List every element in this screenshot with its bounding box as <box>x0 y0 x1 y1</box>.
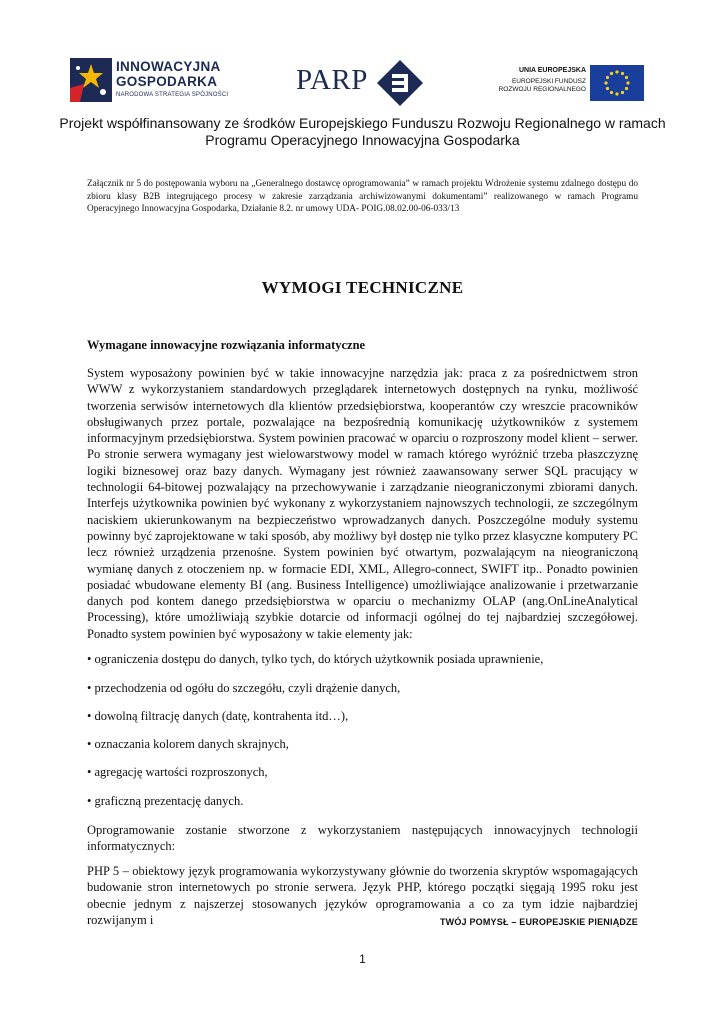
project-title-line2: Programu Operacyjnego Innowacyjna Gospodarka <box>205 132 520 148</box>
page-title: WYMOGI TECHNICZNE <box>261 278 464 297</box>
eu-logo-line2: EUROPEJSKI FUNDUSZ <box>511 78 586 85</box>
paragraph-system-requirements: System wyposażony powinien być w takie innowacyjne narzędzia jak: praca z za pośrednictwem stron WWW z wykorzystaniem standardowych przeglądarek internetowych dostępnych na rynku, możliwość tworzenia serwisów internetowych dla klientów przedsiębiorstwa, kooperantów czy wreszcie pracowników obsługiwanych przez portale, pozwalające na bezpośrednią komunikację użytkowników z systemem informacyjnym przedsiębiorstwa. System powinien pracować w oparciu o rozproszony model klient – serwer. Po stronie serwera wymagany jest wielowarstwowy model w ramach którego wyróżnić trzeba płaszczyznę logiki biznesowej oraz bazy danych. Wymagany jest również zaawansowany serwer SQL pracujący w technologii 64-bitowej pozwalający na przechowywanie i zarządzanie nieograniczonymi zbiorami danych. Interfejs użytkownika powinien być wykonany z wykorzystaniem najnowszych technologii, ze szczególnym naciskiem ukierunkowanym na bezpieczeństwo wprowadzanych danych. Poszczególne moduły systemu powinny być zaprojektowane w taki sposób, aby możliwy był dostęp nie tylko przez klasyczne komputery PC lecz również urządzenia przenośne. System powinien być otwartym, pozwalającym na nieograniczoną wymianę danych z otoczeniem np. w formacie EDI, XML, Allegro-connect, SWIFT itp.. Ponadto powinien posiadać wbudowane elementy BI (ang. Business Intelligence) umożliwiające analizowanie i przetwarzanie danych pod kontem danego przedsiębiorstwa w oparciu o mechanizmy OLAP (ang.OnLineAnalytical Processing), które umożliwiają szybkie dotarcie od informacji ogólnej do tej najbardziej szczegółowej. Ponadto system powinien być wyposażony w takie elementy jak: <box>87 366 638 641</box>
bullet-item: • dowolną filtrację danych (datę, kontrahenta itd…), <box>87 709 349 723</box>
innowacyjna-gospodarka-logo <box>70 56 240 106</box>
eu-flag-icon <box>590 65 644 101</box>
bullet-item: • graficzną prezentację danych. <box>87 794 244 808</box>
eu-logo-line1: UNIA EUROPEJSKA <box>518 67 586 74</box>
innowacyjna-gospodarka-emblem-icon <box>70 58 112 102</box>
parp-emblem-icon <box>377 60 423 106</box>
parp-logo-text: PARP <box>296 64 368 96</box>
footer-slogan: TWÓJ POMYSŁ – EUROPEJSKIE PIENIĄDZE <box>439 917 638 927</box>
eu-logo <box>482 56 646 108</box>
ig-logo-line3: NARODOWA STRATEGIA SPÓJNOŚCI <box>116 92 229 98</box>
parp-logo <box>296 60 428 106</box>
section-heading: Wymagane innowacyjne rozwiązania informatyczne <box>87 338 366 352</box>
annex-note: Załącznik nr 5 do postępowania wyboru na „Generalnego dostawcę oprogramowania” w ramach projektu Wdrożenie systemu zdalnego dostępu do zbioru klasy B2B integrującego procesy w zakresie zarządzania archiwizowanymi dokumentami” realizowanego w ramach Programu Operacyjnego Innowacyjna Gospodarka, Działanie 8.2. nr umowy UDA- POIG.08.02.00-06-033/13 <box>87 179 638 215</box>
ig-logo-line1: INNOWACYJNA <box>116 59 221 74</box>
bullet-item: • oznaczania kolorem danych skrajnych, <box>87 737 289 751</box>
eu-logo-lines <box>466 78 586 94</box>
eu-logo-line3: ROZWOJU REGIONALNEGO <box>498 86 586 93</box>
project-cofinancing-title <box>40 115 685 149</box>
page-number: 1 <box>359 952 366 966</box>
bullet-item: • ograniczenia dostępu do danych, tylko tych, do których użytkownik posiada uprawnienie, <box>87 652 544 666</box>
ig-logo-line2: GOSPODARKA <box>116 74 218 89</box>
project-title-line1: Projekt współfinansowany ze środków Europejskiego Funduszu Rozwoju Regionalnego w ramach <box>59 115 666 131</box>
paragraph-php5: PHP 5 – obiektowy język programowania wykorzystywany głównie do tworzenia skryptów wspomagających budowanie stron internetowych po stronie serwera. Język PHP, którego początki sięgają 1995 roku jest obecnie jednym z najszerzej stosowanych języków oprogramowania a co za tym idzie najbardziej rozwijanym i <box>87 864 638 927</box>
bullet-item: • agregację wartości rozproszonych, <box>87 765 268 779</box>
bullet-item: • przechodzenia od ogółu do szczegółu, czyli drążenie danych, <box>87 681 401 695</box>
header-logos <box>0 0 725 115</box>
paragraph-technologies-intro: Oprogramowanie zostanie stworzone z wykorzystaniem następujących innowacyjnych technologii informatycznych: <box>87 823 638 854</box>
